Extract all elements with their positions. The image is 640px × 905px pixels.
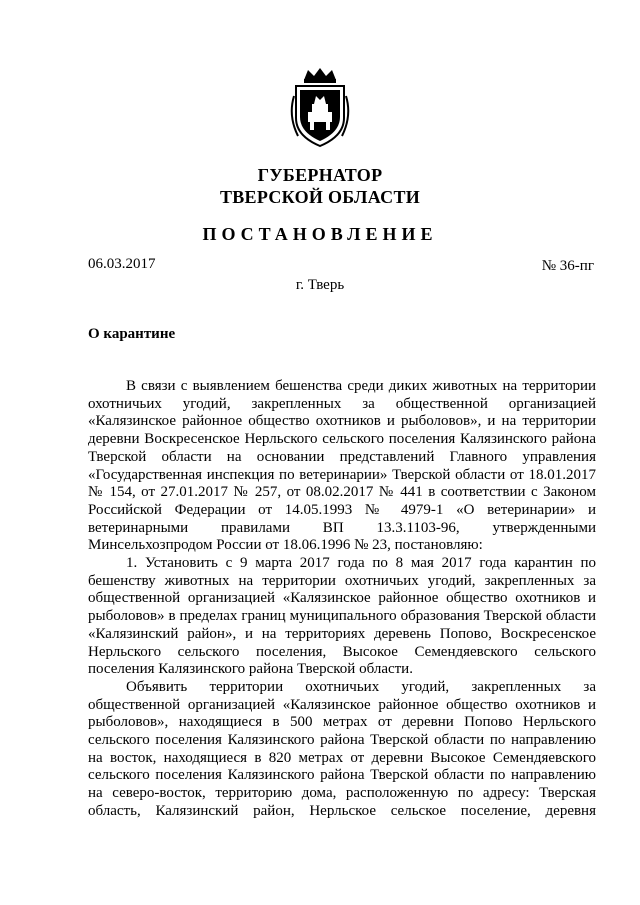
paragraph: 1. Установить с 9 марта 2017 года по 8 мая 2017 года карантин по бешенству животных на территории охотничьих угодий, закрепленных за общественной организацией «Калязинское районное общество охотников и рыболовов» в пределах границ муниципального образования Тверской области «Калязинский район», и на территориях деревень Попово, Воскресенское Нерльского сельского поселения, Высокое Семендяевского сельского поселения Калязинского района Тверской области. <box>88 555 596 678</box>
authority-region: ТВЕРСКОЙ ОБЛАСТИ <box>219 187 421 207</box>
document-type-heading: ПОСТАНОВЛЕНИЕ <box>202 224 438 244</box>
document-body <box>88 378 596 821</box>
document-number: № 36-пг <box>541 258 594 274</box>
authority-title: ГУБЕРНАТОР <box>257 165 383 185</box>
document-city: г. Тверь <box>295 277 345 293</box>
document-date: 06.03.2017 <box>88 256 156 272</box>
paragraph: Объявить территории охотничьих угодий, закрепленных за общественной организацией «Калязинское районное общество охотников и рыболовов», находящиеся в 500 метрах от деревни Попово Нерльского сельского поселения Калязинского района Тверской области по направлению на восток, находящиеся в 820 метрах от деревни Высокое Семендяевского сельского поселения Калязинского района Тверской области по направлению на северо-восток, территорию дома, расположенную по адресу: Тверская область, Калязинский район, Нерльское сельское поселение, деревня <box>88 678 596 819</box>
tver-coat-of-arms-icon <box>286 66 354 148</box>
paragraph: В связи с выявлением бешенства среди диких животных на территории охотничьих угодий, закрепленных за общественной организацией «Калязинское районное общество охотников и рыболовов», и на территории деревни Воскресенское Нерльского сельского поселения Калязинского района Тверской области на основании представлений Главного управления «Государственная инспекция по ветеринарии» Тверской области от 18.01.2017 № 154, от 27.01.2017 № 257, от 08.02.2017 № 441 в соответствии с Законом Российской Федерации от 14.05.1993 № 4979-1 «О ветеринарии» и ветеринарными правилами ВП 13.3.1103-96, утвержденными Минсельхозпродом России от 18.06.1996 № 23, постановляю: <box>88 378 596 554</box>
document-subject: О карантине <box>88 326 176 342</box>
